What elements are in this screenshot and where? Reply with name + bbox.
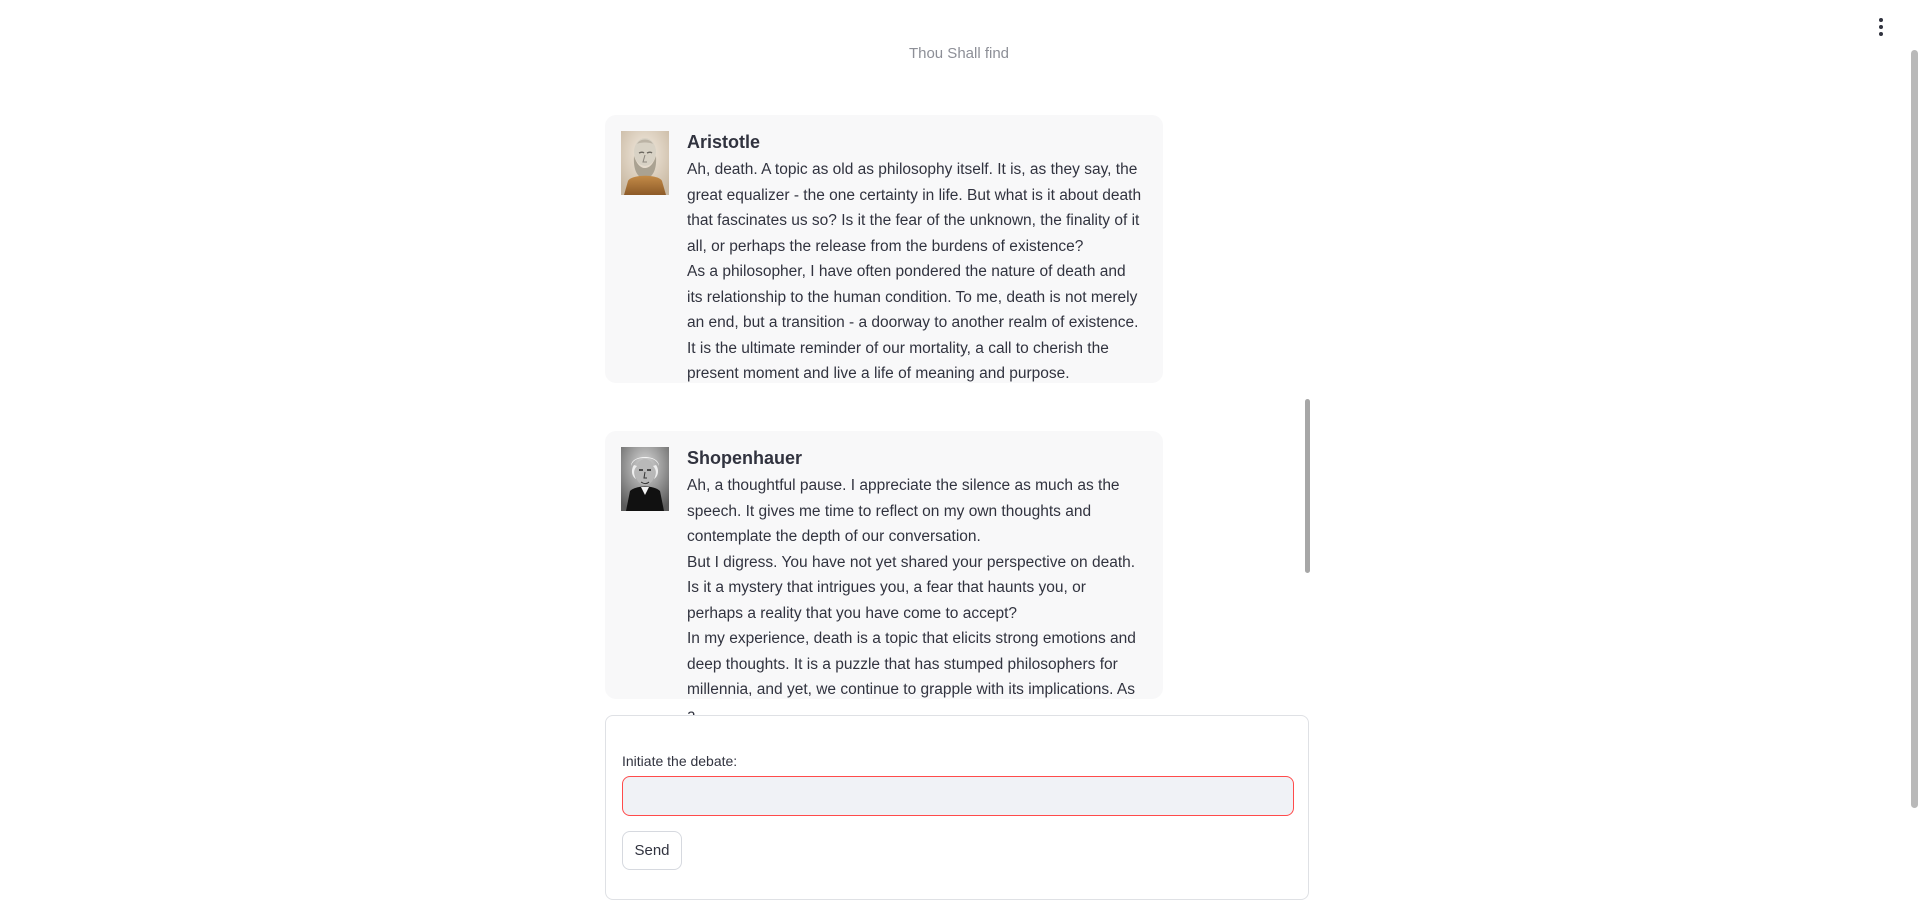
message-content	[687, 131, 1143, 387]
debate-input[interactable]	[622, 776, 1294, 816]
aristotle-bust-icon	[621, 131, 669, 195]
main-menu-button[interactable]	[1876, 18, 1886, 36]
message-paragraph: Ah, death. A topic as old as philosophy itself. It is, as they say, the great equalizer - the one certainty in life. But what is it about death that fascinates us so? Is it the fear of the unknown, the finality of it all, or perhaps the release from the burdens of existence?	[687, 161, 1142, 255]
schopenhauer-portrait-icon	[621, 447, 669, 511]
message-paragraph: But I digress. You have not yet shared your perspective on death. Is it a mystery that intrigues you, a fear that haunts you, or perhaps a reality that you have come to accept?	[687, 553, 1136, 622]
debate-input-label: Initiate the debate:	[622, 753, 738, 769]
message-paragraph: In my experience, death is a topic that elicits strong emotions and deep thoughts. It is a puzzle that has stumped philosophers for millennia, and yet, we continue to grapple with its implications. As	[687, 630, 1136, 698]
page-scrollbar[interactable]	[1911, 50, 1918, 808]
shopenhauer-avatar	[621, 447, 669, 511]
send-button[interactable]: Send	[622, 831, 682, 870]
speaker-name: Shopenhauer	[687, 448, 803, 468]
chat-message-shopenhauer	[605, 431, 1163, 699]
debate-form	[605, 715, 1309, 900]
aristotle-avatar	[621, 131, 669, 195]
chat-message-aristotle	[605, 115, 1163, 383]
message-paragraph: Ah, a thoughtful pause. I appreciate the silence as much as the speech. It gives me time to reflect on my own thoughts and contemplate the depth of our conversation.	[687, 477, 1120, 545]
message-paragraph: As a philosopher, I have often pondered the nature of death and its relationship to the human condition. To me, death is not merely an end, but a transition - a doorway to another realm of existence. It is the ultimate reminder of our mortality, a call to cherish the present moment and live a life of meaning and purpose.	[687, 263, 1139, 382]
chat-scrollbar[interactable]	[1305, 399, 1310, 573]
page-subtitle: Thou Shall find	[908, 45, 1010, 62]
message-content	[687, 447, 1143, 728]
vertical-ellipsis-icon	[1879, 18, 1883, 36]
speaker-name: Aristotle	[687, 132, 761, 152]
chat-history[interactable]	[605, 82, 1309, 699]
